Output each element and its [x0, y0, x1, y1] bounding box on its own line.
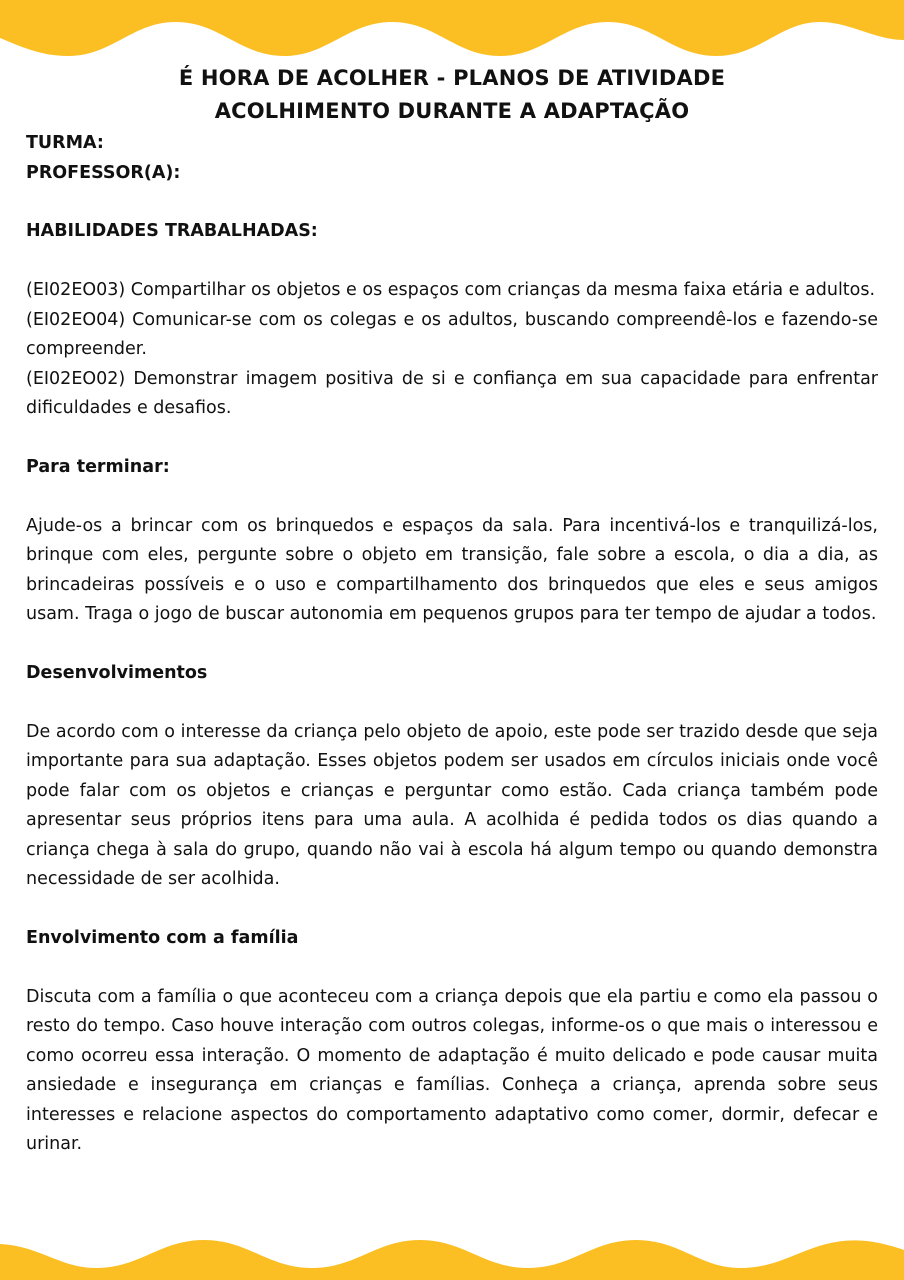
familia-text: Discuta com a família o que aconteceu com a criança depois que ela partiu e como ela passou o resto do tempo. Caso houve interação com outros colegas, informe-os o que mais o interessou e como ocorreu essa interação. O momento de adaptação é muito delicado e pode causar muita ansiedade e insegurança em crianças e famílias. Conheça a criança, aprenda sobre seus interesses e relacione aspectos do comportamento adaptativo como comer, dormir, defecar e urinar.	[26, 986, 878, 1154]
professor-label: PROFESSOR(A):	[26, 163, 181, 183]
skill-item: (EI02EO02) Demonstrar imagem positiva de si e confiança em sua capacidade para enfrentar dificuldades e desafios.	[26, 368, 878, 418]
top-wave-shape	[0, 0, 904, 56]
habilidades-heading: HABILIDADES TRABALHADAS:	[26, 221, 318, 241]
bottom-wave-shape	[0, 1240, 904, 1280]
title-line-2: ACOLHIMENTO DURANTE A ADAPTAÇÃO	[214, 99, 690, 123]
para-terminar-heading: Para terminar:	[26, 456, 170, 477]
familia-heading: Envolvimento com a família	[26, 927, 299, 948]
document-body	[26, 62, 878, 1160]
document-title	[26, 62, 878, 128]
bottom-wave-border	[0, 1232, 904, 1280]
desenvolvimentos-text: De acordo com o interesse da criança pelo objeto de apoio, este pode ser trazido desde que seja importante para sua adaptação. Esses objetos podem ser usados em círculos iniciais onde você pode falar com os objetos e crianças e perguntar como estão. Cada criança também pode apresentar seus próprios itens para uma aula. A acolhida é pedida todos os dias quando a criança chega à sala do grupo, quando não vai à escola há algum tempo ou quando demonstra necessidade de ser acolhida.	[26, 721, 878, 889]
title-line-1: É HORA DE ACOLHER - PLANOS DE ATIVIDADE	[178, 66, 726, 90]
desenvolvimentos-heading: Desenvolvimentos	[26, 662, 208, 683]
top-wave-border	[0, 0, 904, 66]
para-terminar-text: Ajude-os a brincar com os brinquedos e espaços da sala. Para incentivá-los e tranquilizá-los, brinque com eles, pergunte sobre o objeto em transição, fale sobre a escola, o dia a dia, as brincadeiras possíveis e o uso e compartilhamento dos brinquedos que eles e seus amigos usam. Traga o jogo de buscar autonomia em pequenos grupos para ter tempo de ajudar a todos.	[26, 515, 878, 624]
habilidades-list	[26, 276, 878, 424]
skill-item: (EI02EO03) Compartilhar os objetos e os espaços com crianças da mesma faixa etária e adultos.	[26, 280, 876, 300]
turma-label: TURMA:	[26, 133, 104, 153]
skill-item: (EI02EO04) Comunicar-se com os colegas e os adultos, buscando compreendê-los e fazendo-se compreender.	[26, 309, 878, 359]
